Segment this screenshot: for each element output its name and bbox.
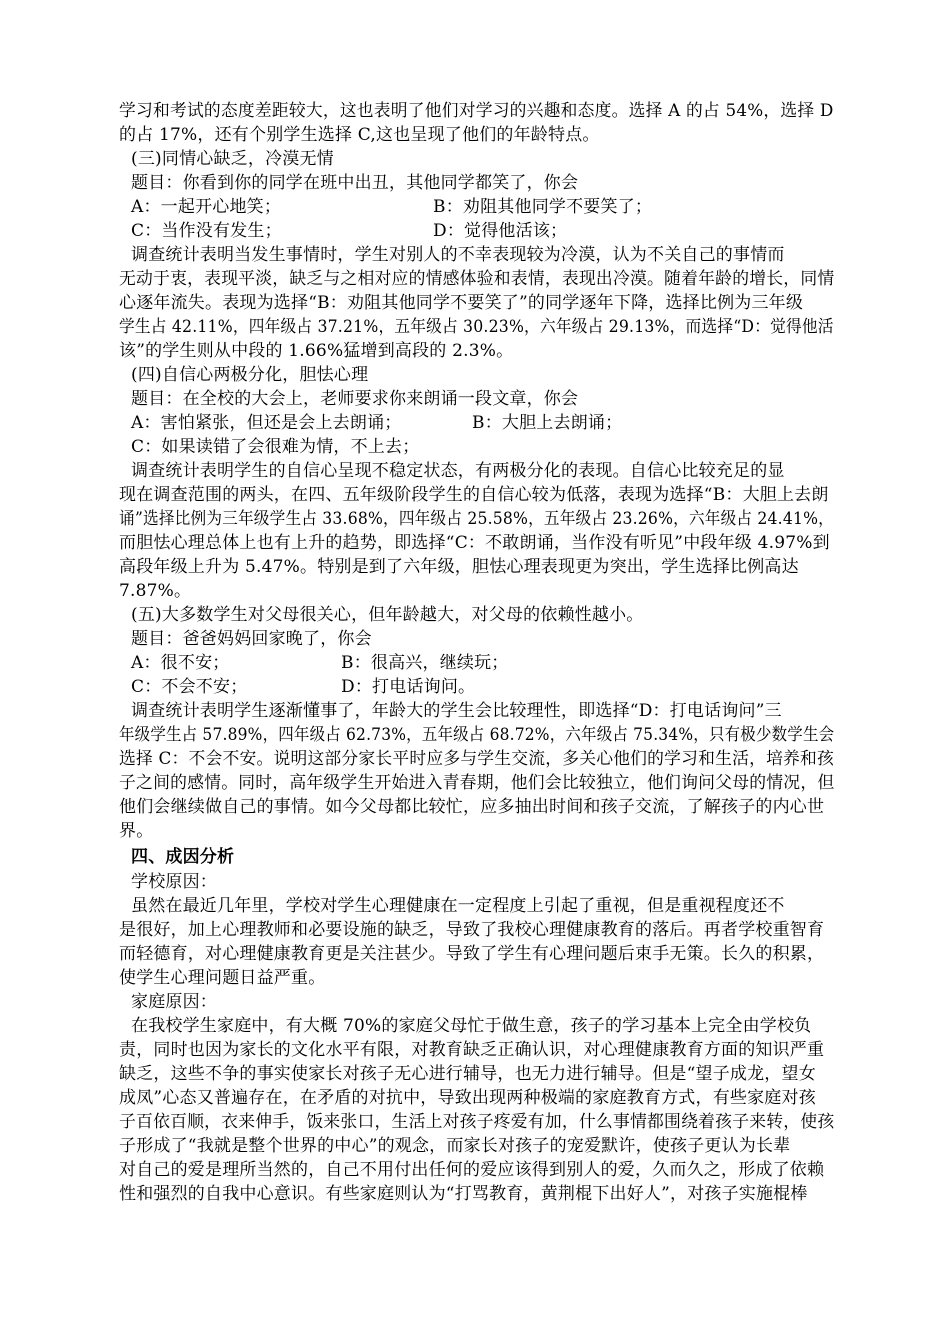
paragraph-line: 年级学生占 57.89%，四年级占 62.73%，五年级占 68.72%，六年级占 75.34%，只有极少数学生会 bbox=[119, 725, 835, 745]
paragraph-line: 子百依百顺，衣来伸手，饭来张口，生活上对孩子疼爱有加，什么事情都围绕着孩子来转，使孩 bbox=[119, 1112, 835, 1132]
option-c: C：如果读错了会很难为情，不上去； bbox=[131, 437, 420, 457]
option-a: A：很不安； bbox=[131, 653, 230, 673]
option-a: A：一起开心地笑； bbox=[131, 197, 282, 217]
paragraph-line: 现在调查范围的两头，在四、五年级阶段学生的自信心较为低落，表现为选择“B：大胆上去朗 bbox=[119, 485, 829, 505]
paragraph-line: 无动于衷，表现平淡，缺乏与之相对应的情感体验和表情，表现出冷漠。随着年龄的增长，同情 bbox=[119, 269, 835, 289]
paragraph-line: 该”的学生则从中段的 1.66%猛增到高段的 2.3%。 bbox=[119, 341, 514, 361]
paragraph-line: 虽然在最近几年里，学校对学生心理健康在一定程度上引起了重视，但是重视程度还不 bbox=[131, 896, 785, 916]
option-c: C：当作没有发生； bbox=[131, 221, 282, 241]
paragraph-line: 7.87%。 bbox=[119, 581, 192, 601]
paragraph-line: 使学生心理问题日益严重。 bbox=[119, 968, 326, 988]
option-d: D：打电话询问。 bbox=[341, 677, 476, 697]
paragraph-line: 是很好，加上心理教师和必要设施的缺乏，导致了我校心理健康教育的落后。再者学校重智育 bbox=[119, 920, 825, 940]
subheading-family: 家庭原因： bbox=[131, 992, 217, 1012]
paragraph-line: 调查统计表明学生逐渐懂事了，年龄大的学生会比较理性，即选择“D：打电话询问”三 bbox=[131, 701, 782, 721]
paragraph-line: 对自己的爱是理所当然的，自己不用付出任何的爱应该得到别人的爱，久而久之，形成了依赖 bbox=[119, 1160, 825, 1180]
paragraph-line: 学生占 42.11%，四年级占 37.21%，五年级占 30.23%，六年级占 29.13%，而选择“D：觉得他活 bbox=[119, 317, 834, 337]
section-heading-3: (三)同情心缺乏，冷漠无情 bbox=[131, 149, 334, 169]
section-heading-4: (四)自信心两极分化，胆怯心理 bbox=[131, 365, 369, 385]
section-heading-5: (五)大多数学生对父母很关心，但年龄越大，对父母的依赖性越小。 bbox=[131, 605, 644, 625]
paragraph-line: 性和强烈的自我中心意识。有些家庭则认为“打骂教育，黄荆棍下出好人”，对孩子实施棍棒 bbox=[119, 1184, 808, 1204]
paragraph-line: 心逐年流失。表现为选择“B：劝阻其他同学不要笑了”的同学逐年下降，选择比例为三年级 bbox=[119, 293, 804, 313]
paragraph-line: 子之间的感情。同时，高年级学生开始进入青春期，他们会比较独立，他们询问父母的情况，但 bbox=[119, 773, 835, 793]
paragraph-line: 责，同时也因为家长的文化水平有限，对教育缺乏正确认识，对心理健康教育方面的知识严重 bbox=[119, 1040, 825, 1060]
paragraph-line: 成凤”心态又普遍存在，在矛盾的对抗中，导致出现两种极端的家庭教育方式，有些家庭对孩 bbox=[119, 1088, 816, 1108]
paragraph-line: 的占 17%，还有个别学生选择 C,这也呈现了他们的年龄特点。 bbox=[119, 125, 600, 145]
section-title: 四、成因分析 bbox=[131, 847, 235, 867]
option-d: D：觉得他活该； bbox=[433, 221, 568, 241]
paragraph-line: 调查统计表明当发生事情时，学生对别人的不幸表现较为冷漠，认为不关自己的事情而 bbox=[131, 245, 785, 265]
paragraph-line: 高段年级上升为 5.47%。特别是到了六年级，胆怯心理表现更为突出，学生选择比例高达 bbox=[119, 557, 799, 577]
option-b: B：劝阻其他同学不要笑了； bbox=[433, 197, 653, 217]
question-text: 题目：爸爸妈妈回家晚了，你会 bbox=[131, 629, 372, 649]
paragraph-line: 学习和考试的态度差距较大，这也表明了他们对学习的兴趣和态度。选择 A 的占 54%，选择 D bbox=[119, 101, 834, 121]
paragraph-line: 他们会继续做自己的事情。如今父母都比较忙，应多抽出时间和孩子交流，了解孩子的内心世 bbox=[119, 797, 825, 817]
question-text: 题目：你看到你的同学在班中出丑，其他同学都笑了，你会 bbox=[131, 173, 579, 193]
option-c: C：不会不安； bbox=[131, 677, 248, 697]
paragraph-line: 在我校学生家庭中，有大概 70%的家庭父母忙于做生意，孩子的学习基本上完全由学校负 bbox=[131, 1016, 812, 1036]
paragraph-line: 调查统计表明学生的自信心呈现不稳定状态，有两极分化的表现。自信心比较充足的显 bbox=[131, 461, 785, 481]
paragraph-line: 子形成了“我就是整个世界的中心”的观念，而家长对孩子的宠爱默许，使孩子更认为长辈 bbox=[119, 1136, 791, 1156]
paragraph-line: 诵”选择比例为三年级学生占 33.68%，四年级占 25.58%，五年级占 23.26%，六年级占 24.41%， bbox=[119, 509, 834, 529]
option-b: B：大胆上去朗诵； bbox=[472, 413, 623, 433]
subheading-school: 学校原因： bbox=[131, 872, 217, 892]
question-text: 题目：在全校的大会上，老师要求你来朗诵一段文章，你会 bbox=[131, 389, 579, 409]
paragraph-line: 界。 bbox=[119, 821, 154, 841]
paragraph-line: 缺乏，这些不争的事实使家长对孩子无心进行辅导，也无力进行辅导。但是“望子成龙，望女 bbox=[119, 1064, 816, 1084]
paragraph-line: 而轻德育，对心理健康教育更是关注甚少。导致了学生有心理问题后束手无策。长久的积累， bbox=[119, 944, 825, 964]
option-b: B：很高兴，继续玩； bbox=[341, 653, 509, 673]
option-a: A：害怕紧张，但还是会上去朗诵； bbox=[131, 413, 402, 433]
paragraph-line: 而胆怯心理总体上也有上升的趋势，即选择“C：不敢朗诵，当作没有听见”中段年级 4.97%到 bbox=[119, 533, 830, 553]
paragraph-line: 选择 C：不会不安。说明这部分家长平时应多与学生交流，多关心他们的学习和生活，培养和孩 bbox=[119, 749, 835, 769]
